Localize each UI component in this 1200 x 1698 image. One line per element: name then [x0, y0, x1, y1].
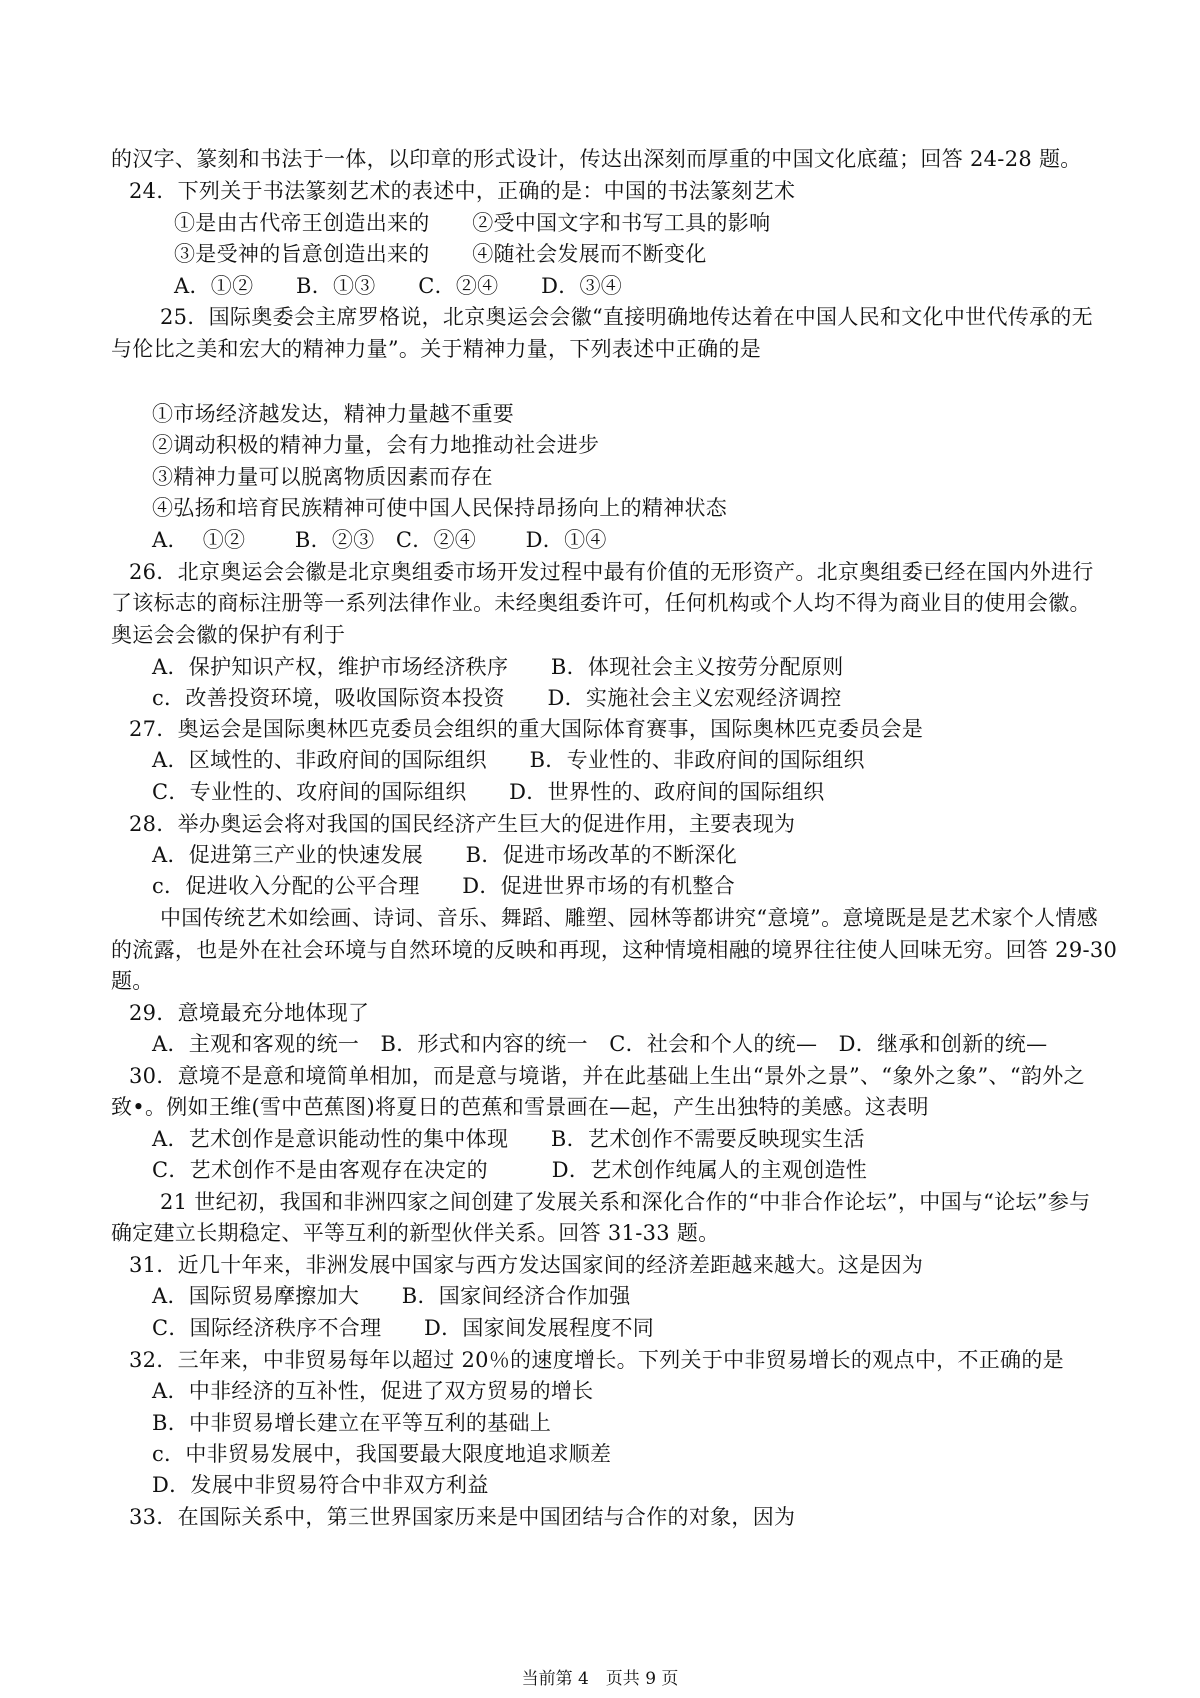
answer-choices: A．主观和客观的统一 B．形式和内容的统一 C．社会和个人的统— D．继承和创新的统—: [152, 1032, 1048, 1056]
option-line: ③是受神的旨意创造出来的 ④随社会发展而不断变化: [174, 242, 707, 266]
answer-choices: C．专业性的、攻府间的国际组织 D．世界性的、政府间的国际组织: [152, 780, 825, 804]
question-31: 31．近几十年来，非洲发展中国家与西方发达国家间的经济差距越来越大。这是因为: [129, 1253, 924, 1277]
answer-choices: A．国际贸易摩擦加大 B．国家间经济合作加强: [152, 1284, 631, 1308]
answer-choices: C．艺术创作不是由客观存在决定的 D．艺术创作纯属人的主观创造性: [152, 1158, 868, 1182]
option-line: ④弘扬和培育民族精神可使中国人民保持昂扬向上的精神状态: [152, 496, 728, 520]
option-line: ①市场经济越发达，精神力量越不重要: [152, 402, 515, 426]
question-27: 27．奥运会是国际奥林匹克委员会组织的重大国际体育赛事，国际奥林匹克委员会是: [129, 717, 924, 741]
question-28: 28．举办奥运会将对我国的国民经济产生巨大的促进作用，主要表现为: [129, 812, 796, 836]
option-line: ②调动积极的精神力量，会有力地推动社会进步: [152, 433, 600, 457]
passage-line: 21 世纪初，我国和非洲四家之间创建了发展关系和深化合作的“中非合作论坛”，中国与“论坛”参与: [160, 1190, 1091, 1214]
answer-choices: A． ①② B．②③ C．②④ D．①④: [152, 528, 607, 552]
question-26: 26．北京奥运会会徽是北京奥组委市场开发过程中最有价值的无形资产。北京奥组委已经在国内外进行: [129, 560, 1094, 584]
option-line: ③精神力量可以脱离物质因素而存在: [152, 465, 493, 489]
passage-line: 中国传统艺术如绘画、诗词、音乐、舞蹈、雕塑、园林等都讲究“意境”。意境既是是艺术家个人情感: [160, 906, 1098, 930]
answer-choices: A．艺术创作是意识能动性的集中体现 B．艺术创作不需要反映现实生活: [152, 1127, 865, 1151]
passage-line: 确定建立长期稳定、平等互利的新型伙伴关系。回答 31-33 题。: [111, 1221, 720, 1245]
answer-choices: A．促进第三产业的快速发展 B．促进市场改革的不断深化: [152, 843, 737, 867]
option-line: ①是由古代帝王创造出来的 ②受中国文字和书写工具的影响: [174, 211, 771, 235]
question-24: 24．下列关于书法篆刻艺术的表述中，正确的是：中国的书法篆刻艺术: [129, 179, 796, 203]
question-30: 30．意境不是意和境简单相加，而是意与境谐，并在此基础上生出“景外之景”、“象外之象”、“韵外之: [129, 1064, 1085, 1088]
question-29: 29．意境最充分地体现了: [129, 1001, 370, 1025]
answer-choices: c．改善投资环境，吸收国际资本投资 D．实施社会主义宏观经济调控: [152, 686, 842, 710]
text-line: 致•。例如王维(雪中芭蕉图)将夏日的芭蕉和雪景画在—起，产生出独特的美感。这表明: [111, 1095, 929, 1119]
passage-line: 的流露，也是外在社会环境与自然环境的反映和再现，这种情境相融的境界往往使人回味无穷。回答 29-30: [111, 938, 1118, 962]
answer-choices: A．①② B．①③ C．②④ D．③④: [174, 274, 623, 298]
answer-choices: c．促进收入分配的公平合理 D．促进世界市场的有机整合: [152, 874, 735, 898]
passage-line: 题。: [111, 969, 154, 993]
option-line: D．发展中非贸易符合中非双方利益: [152, 1473, 489, 1497]
page-footer: 当前第 4 页共 9 页: [521, 1669, 679, 1689]
answer-choices: A．区域性的、非政府间的国际组织 B．专业性的、非政府间的国际组织: [152, 748, 865, 772]
option-line: A．中非经济的互补性，促进了双方贸易的增长: [152, 1379, 594, 1403]
option-line: B．中非贸易增长建立在平等互利的基础上: [152, 1411, 552, 1435]
answer-choices: A．保护知识产权，维护市场经济秩序 B．体现社会主义按劳分配原则: [152, 655, 844, 679]
text-line: 奥运会会徽的保护有利于: [111, 623, 346, 647]
text-line: 的汉字、篆刻和书法于一体，以印章的形式设计，传达出深刻而厚重的中国文化底蕴；回答 24-28 题。: [111, 147, 1082, 171]
question-32: 32．三年来，中非贸易每年以超过 20％的速度增长。下列关于中非贸易增长的观点中，不正确的是: [129, 1348, 1064, 1372]
question-33: 33．在国际关系中，第三世界国家历来是中国团结与合作的对象，因为: [129, 1505, 796, 1529]
answer-choices: C．国际经济秩序不合理 D．国家间发展程度不同: [152, 1316, 655, 1340]
text-line: 了该标志的商标注册等一系列法律作业。未经奥组委许可，任何机构或个人均不得为商业目的使用会徽。: [111, 591, 1091, 615]
question-25: 25．国际奥委会主席罗格说，北京奥运会会徽“直接明确地传达着在中国人民和文化中世代传承的无: [160, 305, 1093, 329]
text-line: 与伦比之美和宏大的精神力量”。关于精神力量，下列表述中正确的是: [111, 337, 762, 361]
option-line: c．中非贸易发展中，我国要最大限度地追求顺差: [152, 1442, 612, 1466]
